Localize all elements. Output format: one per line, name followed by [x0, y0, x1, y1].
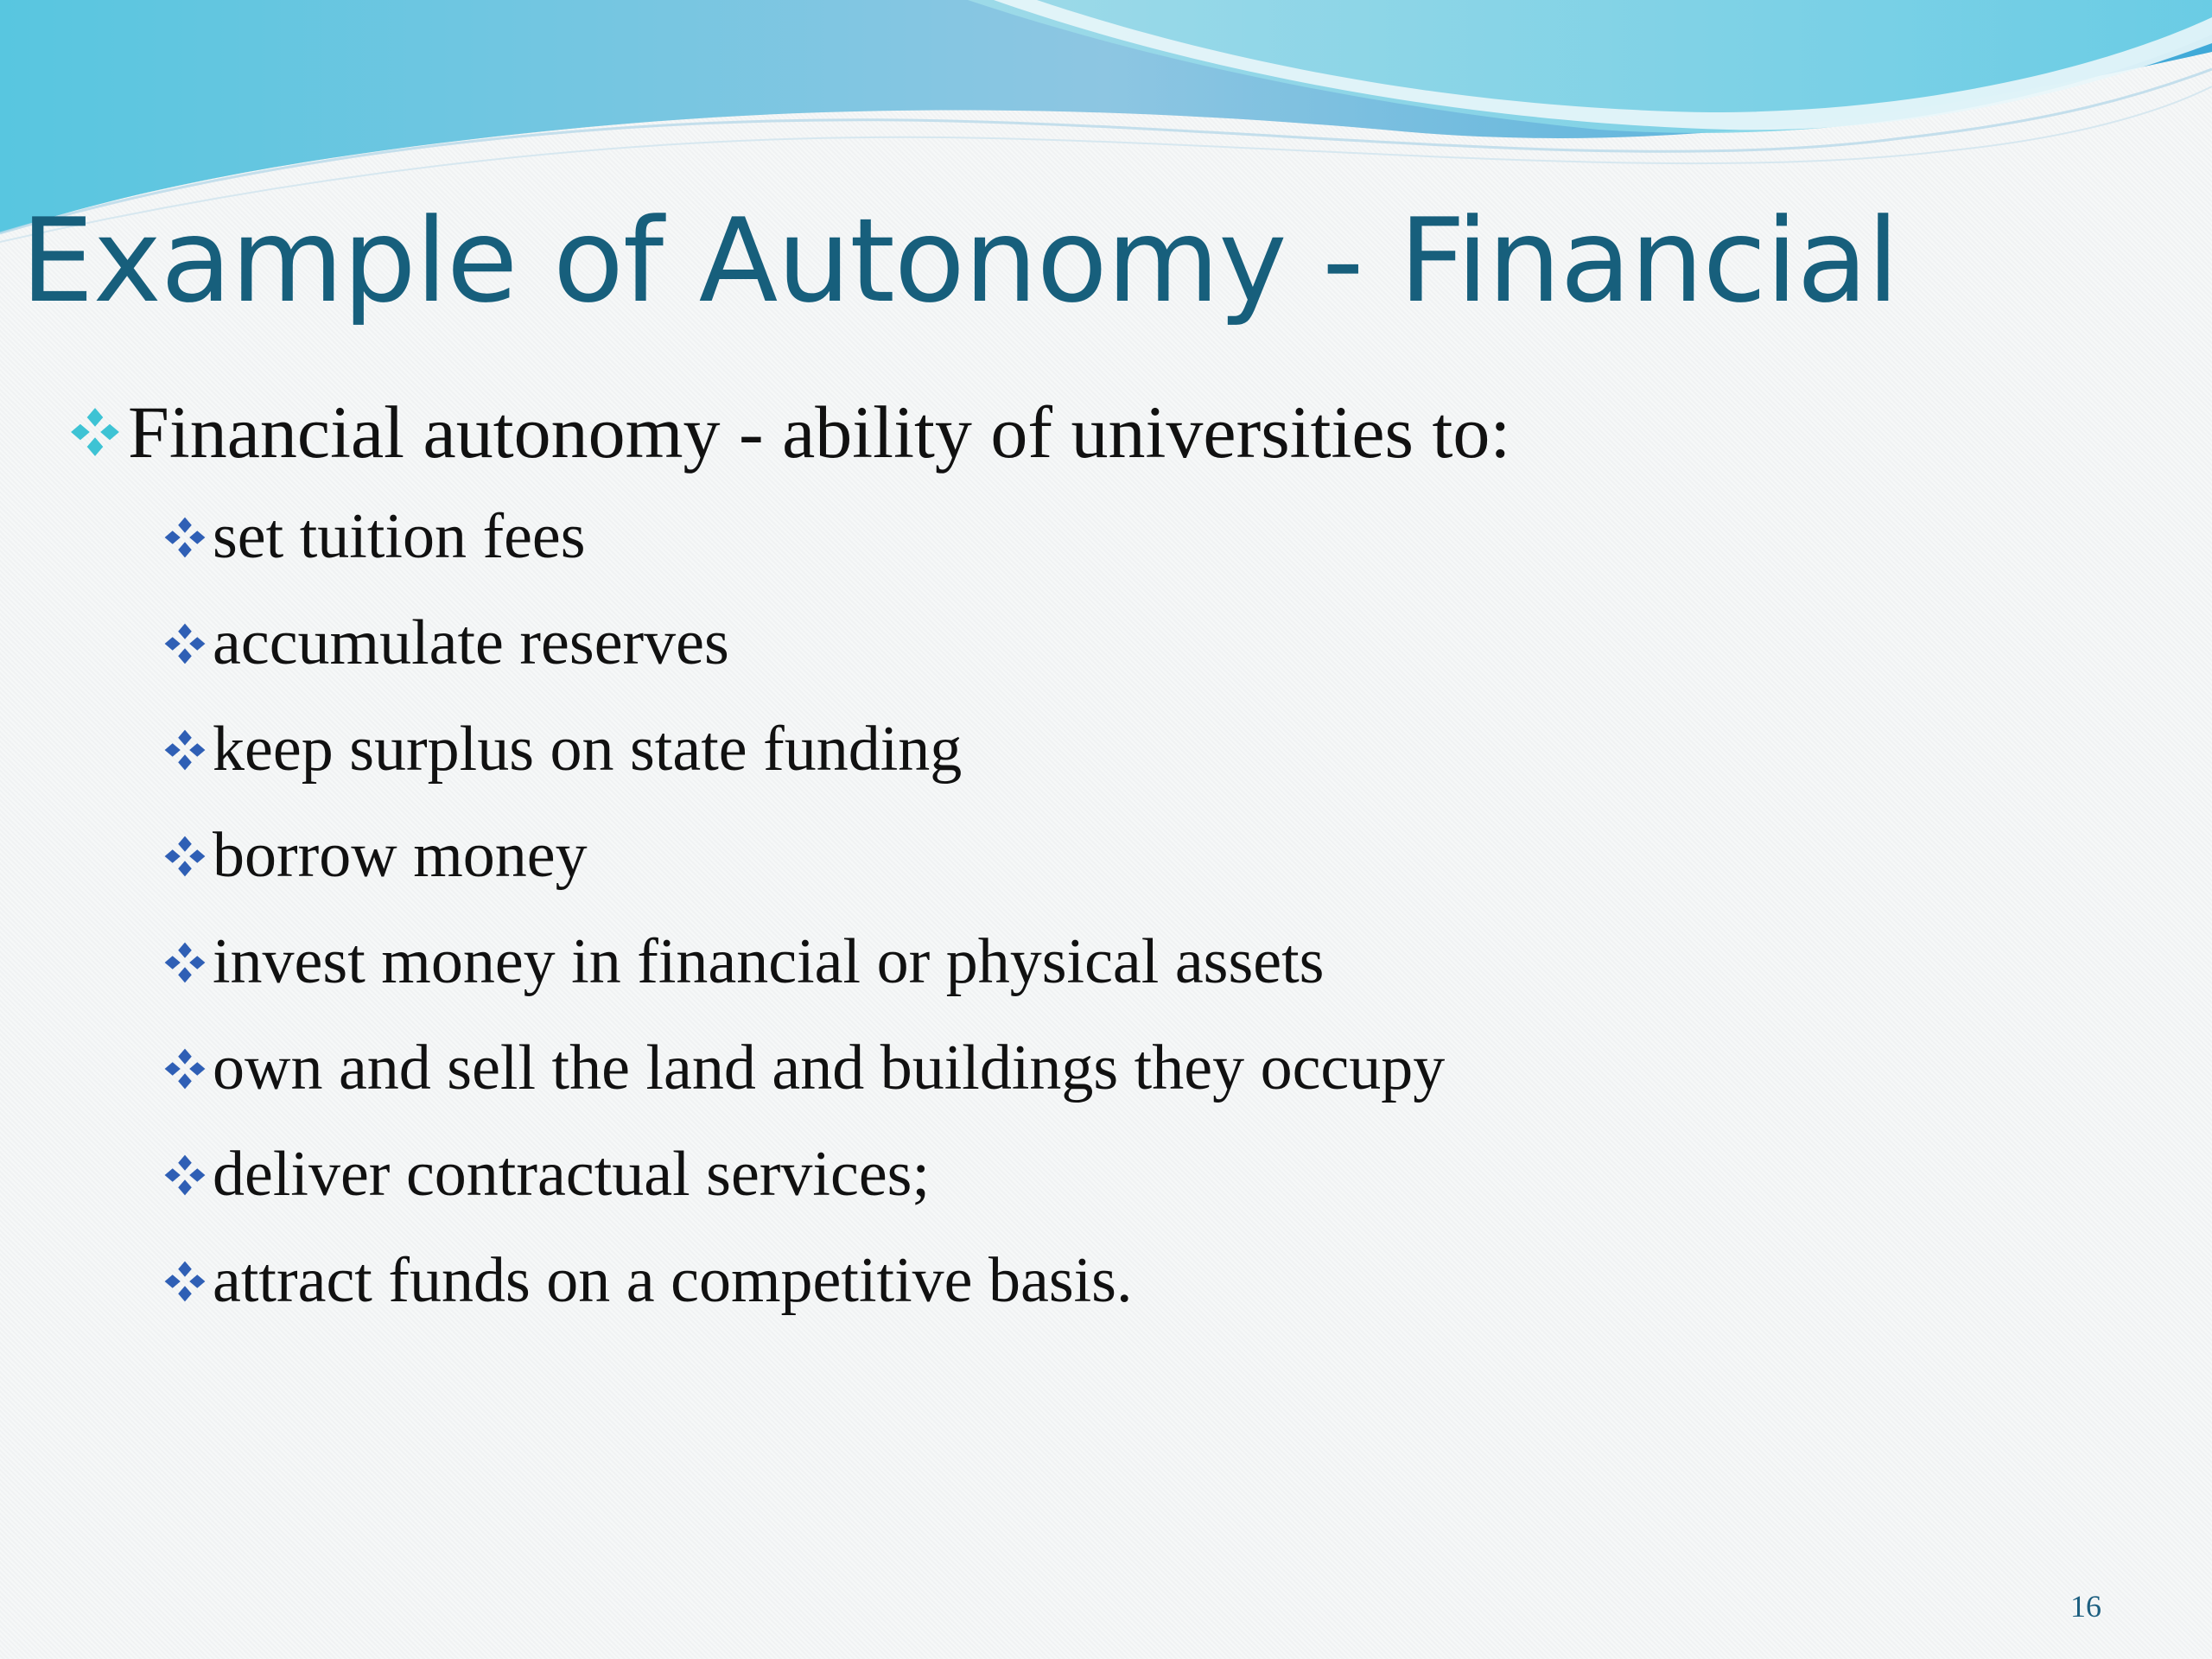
list-item — [157, 909, 2136, 1015]
list-item-text: deliver contractual services; — [213, 1139, 931, 1210]
four-diamond-bullet-icon — [157, 515, 213, 560]
four-diamond-bullet-icon — [157, 1046, 213, 1091]
four-diamond-bullet-icon — [62, 405, 128, 459]
bullet-content — [62, 380, 2136, 1334]
main-bullet-text: Financial autonomy - ability of universities to: — [128, 391, 1511, 474]
list-item — [157, 1015, 2136, 1122]
list-item-text: set tuition fees — [213, 501, 586, 572]
list-item-text: own and sell the land and buildings they occupy — [213, 1033, 1446, 1103]
four-diamond-bullet-icon — [157, 834, 213, 879]
list-item — [157, 696, 2136, 803]
list-item — [157, 1228, 2136, 1334]
four-diamond-bullet-icon — [157, 1153, 213, 1198]
slide-title: Example of Autonomy - Financial — [21, 194, 1898, 328]
page-number: 16 — [2070, 1589, 2101, 1624]
four-diamond-bullet-icon — [157, 621, 213, 666]
list-item-text: borrow money — [213, 820, 588, 891]
four-diamond-bullet-icon — [157, 1259, 213, 1304]
list-item — [157, 590, 2136, 696]
four-diamond-bullet-icon — [157, 728, 213, 772]
main-bullet — [62, 380, 2136, 484]
list-item — [157, 484, 2136, 590]
four-diamond-bullet-icon — [157, 940, 213, 985]
list-item-text: accumulate reserves — [213, 607, 729, 678]
list-item-text: invest money in financial or physical assets — [213, 926, 1325, 997]
list-item-text: keep surplus on state funding — [213, 714, 963, 785]
list-item — [157, 1122, 2136, 1228]
sub-bullet-list — [62, 484, 2136, 1334]
list-item — [157, 803, 2136, 909]
list-item-text: attract funds on a competitive basis. — [213, 1245, 1133, 1316]
